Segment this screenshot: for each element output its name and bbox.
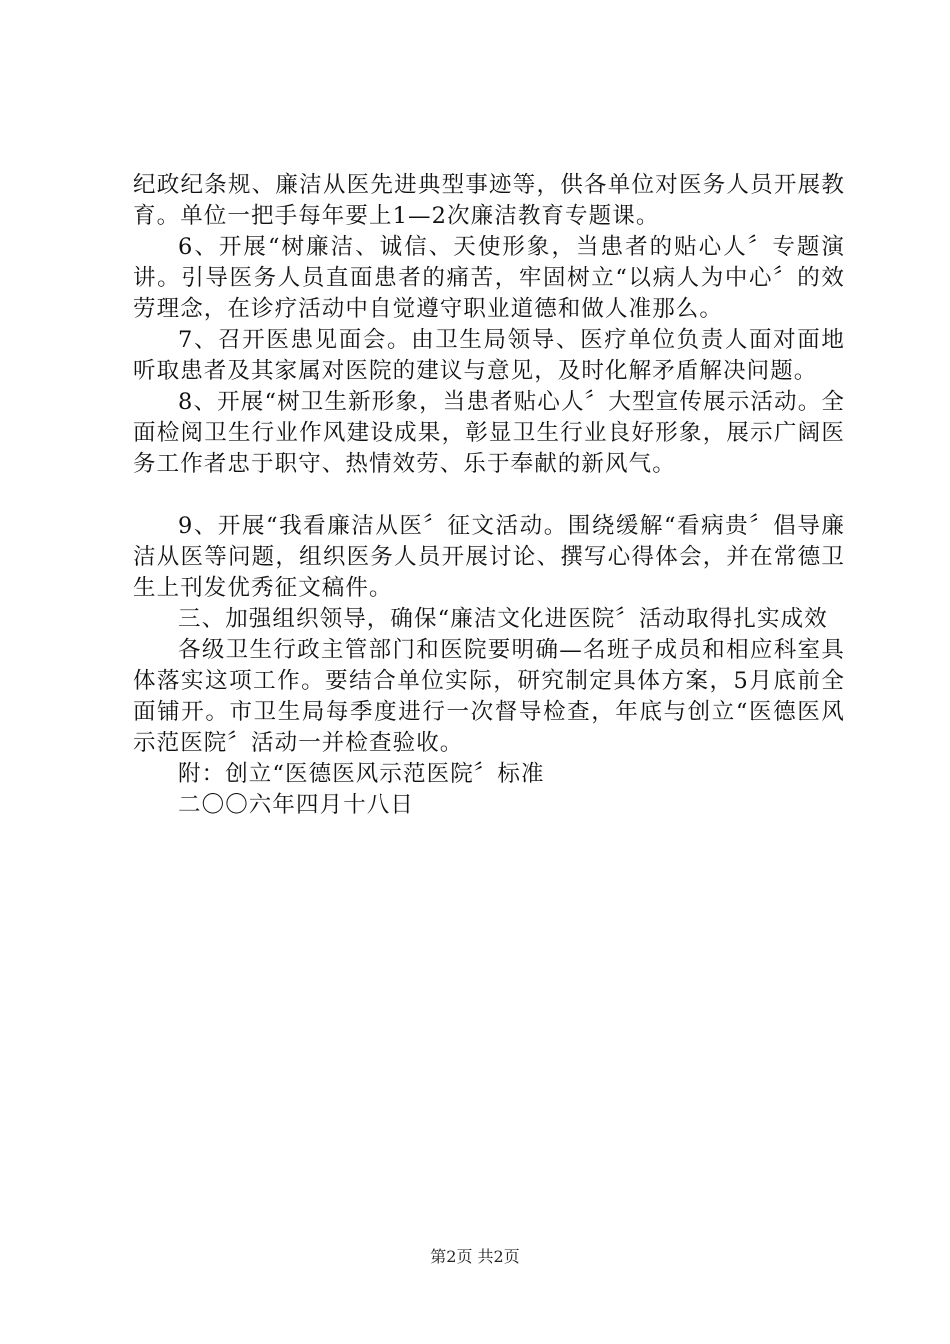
document-body (133, 170, 845, 821)
paragraph-section-3-body: 各级卫生行政主管部门和医院要明确—名班子成员和相应科室具体落实这项工作。要结合单位实际，研究制定具体方案，5月底前全面铺开。市卫生局每季度进行一次督导检查，年底与创立“医德医风示范医院〞活动一并检查验收。 (133, 637, 845, 756)
paragraph-item-9: 9、开展“我看廉洁从医〞征文活动。围绕缓解“看病贵〞倡导廉洁从医等问题，组织医务人员开展讨论、撰写心得体会，并在常德卫生上刊发优秀征文稿件。 (133, 513, 845, 601)
attachment-note: 附：创立“医德医风示范医院〞标准 (178, 761, 545, 787)
page-number-footer: 第2页 共2页 (430, 1247, 520, 1266)
paragraph-gap (133, 480, 845, 511)
section-heading-3: 三、加强组织领导，确保“廉洁文化进医院〞活动取得扎实成效 (178, 606, 828, 632)
paragraph-item-7: 7、召开医患见面会。由卫生局领导、医疗单位负责人面对面地听取患者及其家属对医院的建议与意见，及时化解矛盾解决问题。 (133, 327, 845, 384)
document-date: 二〇〇六年四月十八日 (178, 792, 415, 818)
paragraph-continued: 纪政纪条规、廉洁从医先进典型事迹等，供各单位对医务人员开展教育。单位一把手每年要上1—2次廉洁教育专题课。 (133, 172, 845, 229)
paragraph-item-8: 8、开展“树卫生新形象，当患者贴心人〞大型宣传展示活动。全面检阅卫生行业作风建设成果，彰显卫生行业良好形象，展示广阔医务工作者忠于职守、热情效劳、乐于奉献的新风气。 (133, 389, 845, 477)
paragraph-item-6: 6、开展“树廉洁、诚信、天使形象，当患者的贴心人〞专题演讲。引导医务人员直面患者的痛苦，牢固树立“以病人为中心〞的效劳理念，在诊疗活动中自觉遵守职业道德和做人准那么。 (133, 234, 845, 322)
